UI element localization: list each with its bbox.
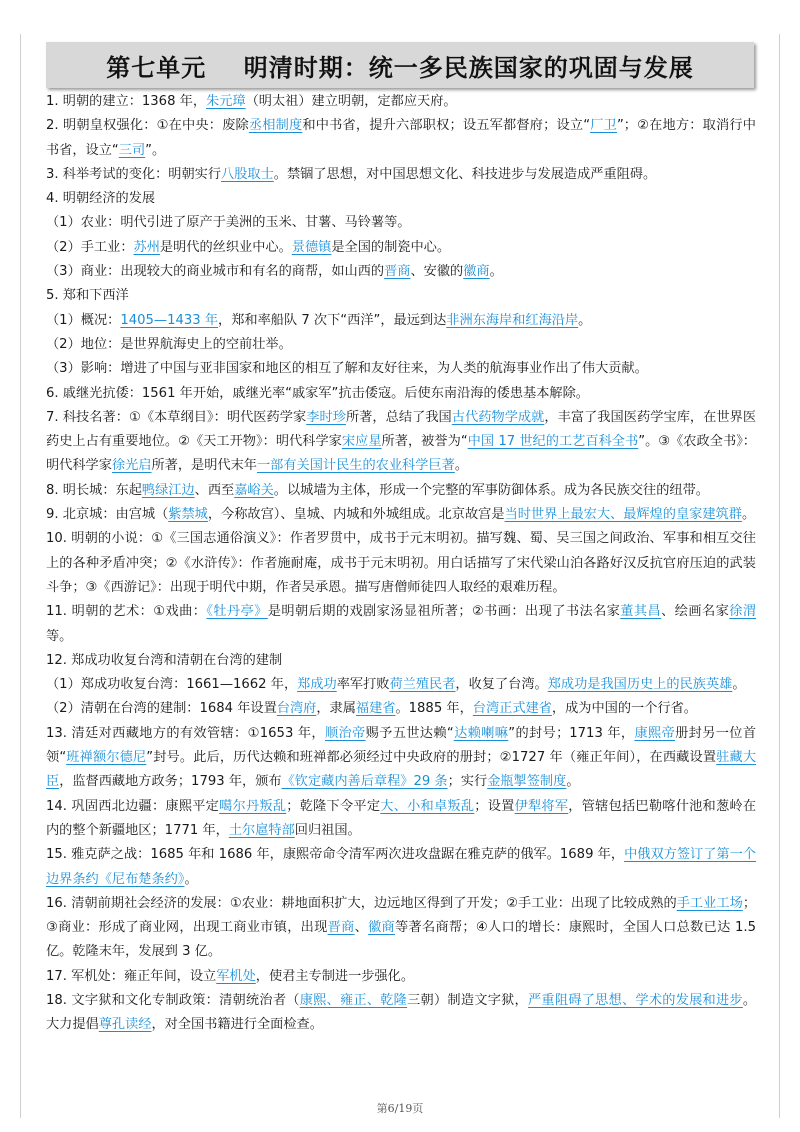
key-term: 土尔扈特部 — [228, 822, 295, 838]
note-paragraph — [46, 479, 756, 503]
note-text: 率军打败 — [336, 677, 390, 693]
note-text: 。 — [732, 677, 746, 693]
key-term: 董其昌 — [620, 604, 662, 620]
note-text: 三朝）制造文字狱， — [407, 992, 528, 1008]
note-text: 17. 军机处：雍正年间，设立 — [46, 968, 217, 984]
key-term: 台湾府 — [276, 701, 317, 717]
key-term: 三司 — [118, 142, 146, 158]
note-text: 、西至 — [194, 482, 235, 498]
key-term: 金瓶掣签制度 — [487, 774, 567, 790]
note-text: ”；②在地方：取消行中书省，设立“ — [46, 118, 756, 158]
key-term: 宋应星 — [341, 434, 382, 450]
note-text: ；乾隆下令平定 — [286, 798, 381, 814]
note-text: （3）影响：增进了中国与亚非国家和地区的相互了解和友好往来，为人类的航海事业作出了伟大贡献。 — [46, 361, 648, 377]
note-text: 8. 明长城：东起 — [46, 482, 142, 498]
note-text: ”的封号；1713 年， — [508, 725, 635, 741]
note-text: 。以城墙为主体，形成一个完整的军事防御体系。成为各民族交往的纽带。 — [273, 482, 709, 498]
note-text: （1）郑成功收复台湾：1661—1662 年， — [46, 677, 298, 693]
key-term: 《钦定藏内善后章程》29 条 — [281, 774, 448, 790]
note-text: 5. 郑和下西洋 — [46, 288, 129, 304]
note-text: 。 — [741, 507, 756, 523]
note-text: 。 — [566, 774, 580, 790]
note-text: ，管辖包括巴勒喀什池和葱岭在内的整个新疆地区；1771 年， — [46, 798, 757, 838]
key-term: 景德镇 — [291, 239, 332, 255]
note-text: 11. 明朝的艺术：①戏曲： — [46, 604, 207, 620]
key-term: 大、小和卓叛乱 — [380, 798, 475, 814]
key-term: 《牡丹亭》 — [206, 604, 268, 620]
key-term: 尊孔读经 — [98, 1017, 152, 1033]
note-paragraph — [46, 406, 756, 479]
note-paragraph — [46, 260, 756, 284]
note-text: ；设置 — [474, 798, 515, 814]
key-term: 鸭绿江边 — [141, 482, 195, 498]
key-term: 非洲东海岸和红海沿岸 — [446, 312, 579, 328]
note-text: 等。 — [46, 628, 73, 644]
key-term: 中国 17 世纪的工艺百科全书 — [467, 434, 639, 450]
key-term: 嘉峪关 — [234, 482, 274, 498]
note-text: 、安徽的 — [410, 264, 464, 280]
key-term: 达赖喇嘛 — [453, 725, 509, 741]
note-text: ，对全国书籍进行全面检查。 — [151, 1017, 323, 1033]
note-paragraph — [46, 503, 756, 527]
note-text: ，今称故宫）、皇城、内城和外城组成。北京故宫是 — [207, 507, 505, 523]
note-paragraph — [46, 357, 756, 381]
key-term: 晋商 — [384, 264, 411, 280]
note-text: 1. 明朝的建立：1368 年， — [46, 94, 207, 109]
note-text: 13. 清廷对西藏地方的有效管辖：①1653 年， — [46, 725, 325, 741]
key-term: 郑成功 — [297, 677, 337, 693]
key-term: 康熙、雍正、乾隆 — [299, 992, 408, 1008]
note-text: （3）商业：出现较大的商业城市和有名的商帮，如山西的 — [46, 264, 385, 280]
key-term: 徽商 — [368, 920, 396, 936]
note-paragraph — [46, 527, 756, 600]
note-paragraph — [46, 284, 756, 308]
note-paragraph — [46, 673, 756, 697]
note-text: 。 — [578, 312, 592, 328]
note-text: 12. 郑成功收复台湾和清朝在台湾的建制 — [46, 652, 283, 668]
key-term: 晋商 — [327, 920, 355, 936]
note-text: ，使君主专制进一步强化。 — [255, 968, 415, 984]
page-border-right — [779, 34, 780, 1118]
page-number: 第6/19页 — [376, 1102, 424, 1115]
note-paragraph — [46, 309, 756, 333]
key-term: 徐渭 — [729, 604, 757, 620]
key-term: 徽商 — [463, 264, 490, 280]
key-term: 严重阻碍了思想、学术的发展和进步 — [527, 992, 743, 1008]
key-term: 福建省 — [355, 701, 396, 717]
note-text: 是全国的制瓷中心。 — [331, 239, 451, 255]
note-text: 赐予五世达赖“ — [365, 725, 454, 741]
note-text: 册封另一位首领“ — [46, 725, 757, 766]
note-text: ”。 — [145, 142, 166, 158]
note-text: 所著，总结了我国 — [345, 409, 452, 425]
note-text: ，监督西藏地方政务；1793 年，颁布 — [59, 774, 282, 790]
note-paragraph — [46, 600, 756, 649]
note-text: 4. 明朝经济的发展 — [46, 191, 156, 207]
note-paragraph — [46, 795, 756, 844]
note-paragraph — [46, 187, 756, 211]
note-paragraph — [46, 211, 756, 235]
note-text: ，成为中国的一个行省。 — [551, 701, 697, 717]
note-text: ”。③《农政全书》：明代科学家 — [46, 434, 756, 474]
note-text: （明太祖）建立明朝，定都应天府。 — [245, 94, 457, 109]
note-text: 18. 文字狱和文化专制政策：清朝统治者（ — [46, 992, 300, 1008]
page-border-left — [20, 34, 21, 1118]
note-paragraph — [46, 722, 756, 795]
key-term: 台湾正式建省 — [472, 701, 552, 717]
note-text: 等著名商帮；④人口的增长：康熙时，全国人口总数已达 1.5 亿。乾隆末年，发展到 3 亿。 — [46, 920, 756, 960]
note-text: 10. 明朝的小说：①《三国志通俗演义》：作者罗贯中，成书于元末明初。描写魏、蜀、吴三国之间政治、军事和相互交往上的各种矛盾冲突；②《水浒传》：作者施耐庵，成书于元末明初。用白话描写了宋代梁山泊各路好汉反抗官府压迫的武装斗争；③《西游记》：出现于明代中期，作者吴承恩。描写唐僧师徒四人取经的艰难历程。 — [46, 531, 756, 595]
key-term: 荷兰殖民者 — [389, 677, 456, 693]
key-term: 手工业工场 — [676, 895, 743, 911]
note-text: ；③商业：形成了商业网，出现工商业市镇，出现 — [46, 895, 757, 936]
key-term: 徐光启 — [111, 458, 152, 474]
note-paragraph — [46, 892, 756, 965]
key-term: 康熙帝 — [634, 725, 676, 741]
key-term: 驻藏大臣 — [46, 750, 757, 790]
key-term: 伊犁将军 — [514, 798, 569, 814]
key-term: 中俄双方签订了第一个边界条约《尼布楚条约》 — [46, 847, 756, 887]
note-text: （2）清朝在台湾的建制：1684 年设置 — [46, 701, 277, 717]
note-text: 和中书省，提升六部职权；设五军都督府；设立“ — [302, 118, 591, 134]
key-term: 班禅额尔德尼 — [66, 750, 147, 766]
note-paragraph — [46, 90, 756, 114]
note-text: 是明朝后期的戏剧家汤显祖所著；②书画：出现了书法名家 — [267, 604, 621, 620]
key-term: 李时珍 — [306, 409, 346, 425]
key-term: 军机处 — [216, 968, 256, 984]
note-paragraph — [46, 333, 756, 357]
note-text: 所著，被誉为“ — [381, 434, 468, 450]
note-text: 所著，是明代末年 — [151, 458, 257, 474]
note-text: （1）概况： — [46, 312, 121, 328]
note-text: ，丰富了我国医药学宝库，在世界医药史上占有重要地位。②《天工开物》：明代科学家 — [46, 409, 757, 450]
note-text: 。禁锢了思想，对中国思想文化、科技进步与发展造成严重阻碍。 — [273, 166, 657, 182]
note-text: 7. 科技名著：①《本草纲目》：明代医药学家 — [46, 409, 307, 425]
note-text: 14. 巩固西北边疆：康熙平定 — [46, 798, 220, 814]
note-paragraph — [46, 236, 756, 260]
key-term: 丞相制度 — [248, 118, 303, 134]
key-term: 古代药物学成就 — [451, 409, 545, 425]
key-term: 当时世界上最宏大、最辉煌的皇家建筑群 — [504, 507, 742, 523]
note-paragraph — [46, 697, 756, 721]
note-paragraph — [46, 163, 756, 187]
note-text: 3. 科举考试的变化：明朝实行 — [46, 166, 222, 182]
note-text: 回归祖国。 — [294, 822, 361, 838]
note-text: 6. 戚继光抗倭：1561 年开始，戚继光率“戚家军”抗击倭寇。后使东南沿海的倭患基本解除。 — [46, 385, 589, 401]
note-paragraph — [46, 989, 756, 1038]
note-text: 。1885 年， — [395, 701, 473, 717]
note-text: ，郑和率船队 7 次下“西洋”，最远到达 — [218, 312, 447, 328]
note-paragraph — [46, 965, 756, 989]
note-text: 是明代的丝织业中心。 — [159, 239, 292, 255]
key-term: 朱元璋 — [206, 94, 246, 109]
key-term: 苏州 — [133, 239, 160, 255]
note-text: （1）农业：明代引进了原产于美洲的玉米、甘薯、马铃薯等。 — [46, 215, 411, 231]
note-text: 16. 清朝前期社会经济的发展：①农业：耕地面积扩大，边远地区得到了开发；②手工业：出现了比较成熟的 — [46, 895, 677, 911]
note-text: （2）地位：是世界航海史上的空前壮举。 — [46, 336, 292, 352]
note-text: ，收复了台湾。 — [455, 677, 548, 693]
note-paragraph — [46, 649, 756, 673]
note-text: 。大力提倡 — [46, 992, 757, 1033]
title-banner — [46, 42, 754, 88]
note-paragraph — [46, 843, 756, 892]
key-term: 一部有关国计民生的农业科学巨著 — [257, 458, 455, 474]
key-term: 1405—1433 年 — [120, 312, 219, 328]
note-text: （2）手工业： — [46, 239, 134, 255]
key-term: 八股取士 — [221, 166, 274, 182]
note-paragraph — [46, 114, 756, 163]
key-term: 顺治帝 — [324, 725, 366, 741]
key-term: 噶尔丹叛乱 — [219, 798, 287, 814]
note-text: 、绘画名家 — [661, 604, 730, 620]
note-text: 、 — [354, 920, 369, 936]
notes-body — [46, 90, 756, 1038]
note-text: 。 — [489, 264, 503, 280]
key-term: 郑成功是我国历史上的民族英雄 — [547, 677, 733, 693]
note-text: ，隶属 — [316, 701, 356, 717]
note-text: 。 — [454, 458, 468, 474]
note-text: 。 — [184, 871, 198, 887]
note-text: ；实行 — [447, 774, 488, 790]
page-title: 第七单元 明清时期：统一多民族国家的巩固与发展 — [106, 53, 694, 82]
note-text: ”封号。此后，历代达赖和班禅都必须经过中央政府的册封；②1727 年（雍正年间），在西藏设置 — [146, 750, 717, 766]
key-term: 厂卫 — [590, 118, 617, 134]
note-paragraph — [46, 382, 756, 406]
note-text: 15. 雅克萨之战：1685 年和 1686 年，康熙帝命令清军两次进攻盘踞在雅克萨的俄军。1689 年， — [46, 847, 625, 863]
note-text: 9. 北京城：由宫城（ — [46, 507, 169, 523]
key-term: 紫禁城 — [168, 507, 208, 523]
note-text: 2. 明朝皇权强化：①在中央：废除 — [46, 118, 249, 134]
